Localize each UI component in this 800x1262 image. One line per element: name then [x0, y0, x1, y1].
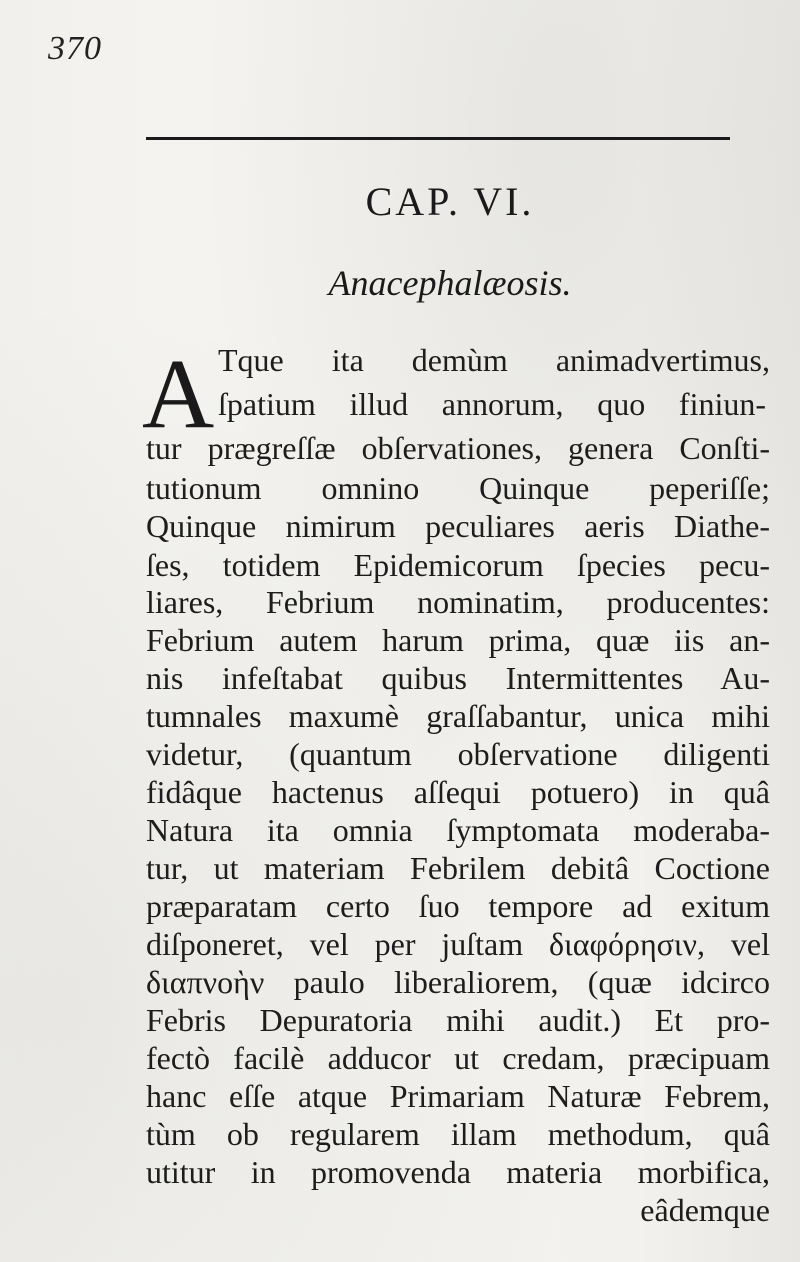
body-line-21: tùm ob regularem illam methodum, quâ: [146, 1116, 770, 1152]
body-line-22: utitur in promovenda materia morbifica,: [146, 1154, 770, 1190]
chapter-subtitle: Anacephalæosis.: [328, 263, 572, 303]
body-line-6: ſes, totidem Epidemicorum ſpecies pecu-: [146, 547, 770, 583]
body-line-2: ſpatium illud annorum, quo finiun-: [218, 386, 766, 422]
body-line-20: hanc eſſe atque Primariam Naturæ Febrem,: [146, 1078, 770, 1114]
body-line-23: eâdemque: [640, 1192, 770, 1228]
body-line-3: tur prægreſſæ obſervationes, genera Conſti-: [146, 430, 770, 466]
body-line-17: διαπνοὴν paulo liberaliorem, (quæ idcirco: [146, 964, 770, 1000]
page-number: 370: [48, 30, 102, 67]
header-rule: [146, 137, 730, 140]
body-line-16: diſponeret, vel per juſtam διαφόρησιν, vel: [146, 926, 770, 962]
body-line-10: tumnales maxumè graſſabantur, unica mihi: [146, 698, 770, 734]
body-line-19: fectò facilè adducor ut credam, præcipuam: [146, 1040, 770, 1076]
body-line-9: nis infeſtabat quibus Intermittentes Au-: [146, 660, 770, 696]
chapter-title: CAP. VI.: [365, 179, 535, 224]
body-line-1: Tque ita demùm animadvertimus,: [218, 342, 770, 378]
body-line-4: tutionum omnino Quinque peperiſſe;: [146, 470, 770, 506]
body-line-11: videtur, (quantum obſervatione diligenti: [146, 736, 770, 772]
body-line-8: Febrium autem harum prima, quæ iis an-: [146, 622, 770, 658]
body-line-14: tur, ut materiam Febrilem debitâ Coctione: [146, 850, 770, 886]
body-line-12: fidâque hactenus aſſequi potuero) in quâ: [146, 774, 770, 810]
body-line-15: præparatam certo ſuo tempore ad exitum: [146, 888, 770, 924]
drop-cap: A: [142, 338, 215, 449]
body-line-18: Febris Depuratoria mihi audit.) Et pro-: [146, 1002, 770, 1038]
body-line-7: liares, Febrium nominatim, producentes:: [146, 584, 770, 620]
body-line-13: Natura ita omnia ſymptomata moderaba-: [146, 812, 770, 848]
body-line-5: Quinque nimirum peculiares aeris Diathe-: [146, 508, 770, 544]
